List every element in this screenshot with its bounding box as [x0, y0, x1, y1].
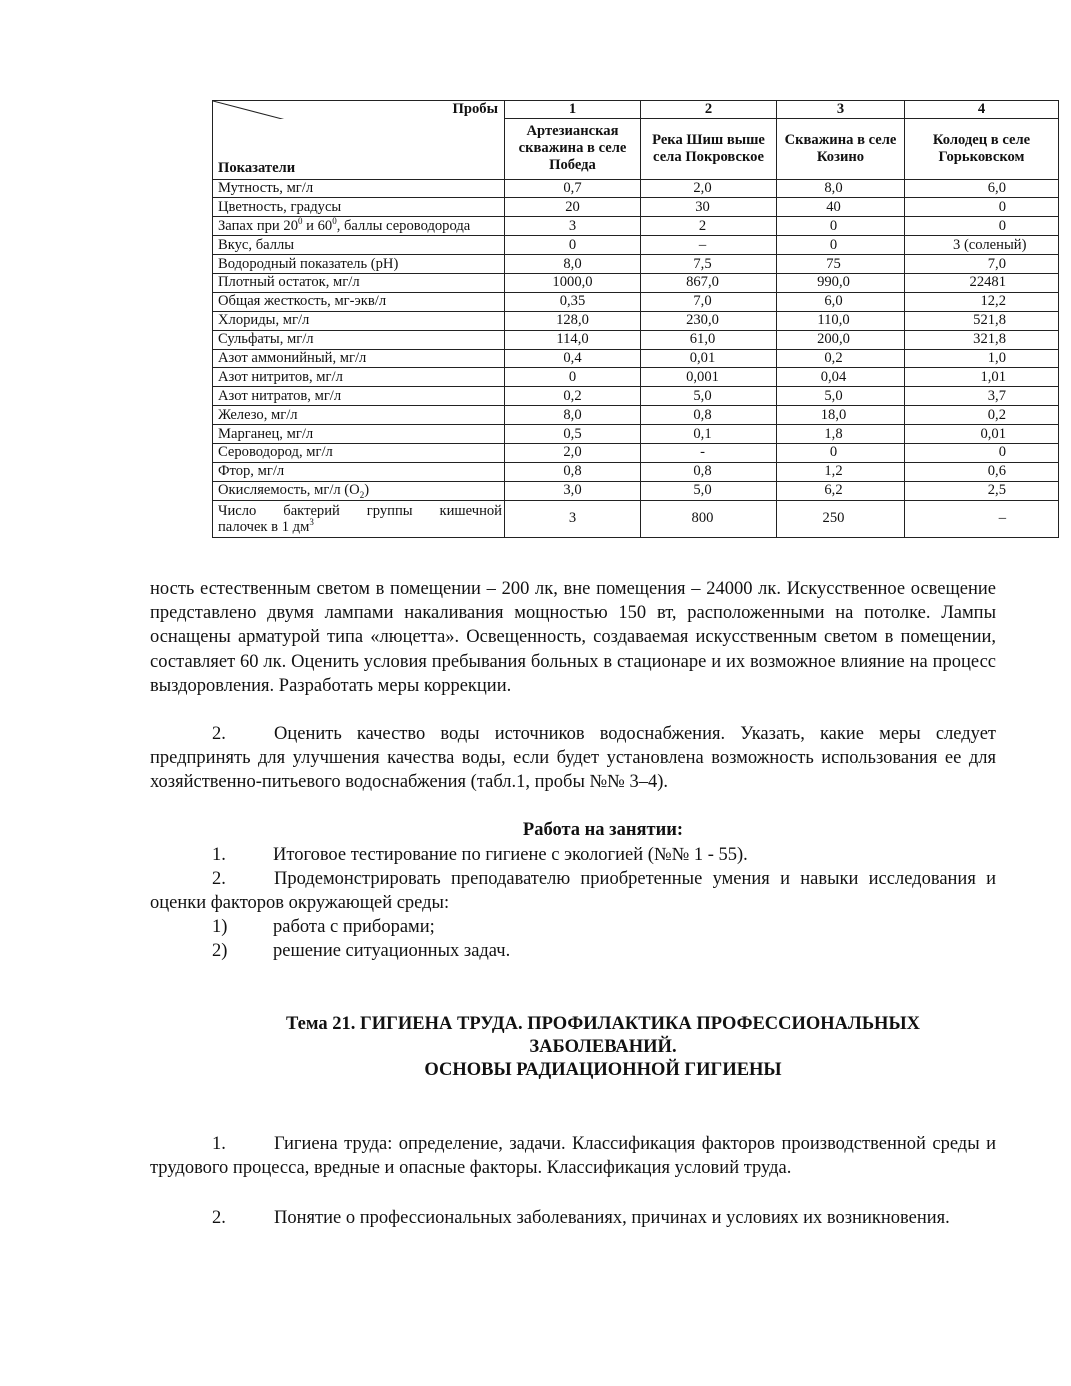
value-cell-probe-2: 5,0: [641, 481, 777, 500]
indicator-name-line-1: Число бактерий группы кишечной: [218, 502, 502, 519]
value-cell-probe-2: 0,001: [641, 368, 777, 387]
value-cell-probe-3: 110,0: [777, 311, 905, 330]
indicator-name: Плотный остаток, мг/л: [213, 273, 505, 292]
value-cell-probe-4: 0: [905, 217, 1059, 236]
value-cell-probe-2: –: [641, 236, 777, 255]
table-row: [213, 481, 1059, 500]
value-cell-probe-2: 0,1: [641, 425, 777, 444]
question-2: [150, 1206, 996, 1230]
work-subitem-2-text: решение ситуационных задач.: [273, 941, 511, 961]
value-cell-probe-4: –: [905, 500, 1059, 537]
task-2-number: 2.: [212, 724, 226, 744]
indicator-name: Фтор, мг/л: [213, 462, 505, 481]
indicator-name: [213, 481, 505, 500]
value-cell-probe-4: 521,8: [905, 311, 1059, 330]
table-row: [213, 273, 1059, 292]
value-cell-probe-1: 0,35: [505, 292, 641, 311]
table-row: [213, 330, 1059, 349]
indicator-name: Азот нитратов, мг/л: [213, 387, 505, 406]
table-row: [213, 179, 1059, 198]
subscript: 2: [359, 490, 365, 501]
question-1: [150, 1132, 996, 1180]
work-subitem-1-number: 1): [212, 917, 228, 937]
indicator-name: [213, 500, 505, 537]
probe-number-3: 3: [777, 101, 905, 119]
work-item-1-text: Итоговое тестирование по гигиене с экологией (№№ 1 - 55).: [273, 845, 748, 865]
paragraph-illumination: ность естественным светом в помещении – 200 лк, вне помещения – 24000 лк. Искусственное освещение представлено двумя лампами накаливания мощностью 150 вт, расположенными на потолке. Лампы оснащены арматурой типа «люцетта». Освещенность, создаваемая искусственным светом в помещении, составляет 60 лк. Оценить условия пребывания больных в стационаре и их возможное влияние на процесс выздоровления. Разработать меры коррекции.: [150, 579, 996, 696]
indicator-name: Железо, мг/л: [213, 406, 505, 425]
value-cell-probe-1: 0,8: [505, 462, 641, 481]
value-cell-probe-4: 0: [905, 443, 1059, 462]
work-item-1-number: 1.: [212, 845, 226, 865]
value-cell-probe-1: 0,5: [505, 425, 641, 444]
value-cell-probe-4: 3,7: [905, 387, 1059, 406]
value-cell-probe-2: 30: [641, 198, 777, 217]
value-cell-probe-3: 6,2: [777, 481, 905, 500]
indicator-name: Хлориды, мг/л: [213, 311, 505, 330]
value-cell-probe-3: 0: [777, 236, 905, 255]
value-cell-probe-1: 0,4: [505, 349, 641, 368]
table-row: [213, 425, 1059, 444]
indicator-name-part: и 60: [302, 217, 333, 234]
value-cell-probe-3: 990,0: [777, 273, 905, 292]
value-cell-probe-2: 7,0: [641, 292, 777, 311]
value-cell-probe-3: 40: [777, 198, 905, 217]
value-cell-probe-1: 0: [505, 236, 641, 255]
indicator-name-part: Окисляемость, мг/л (О: [218, 482, 360, 499]
value-cell-probe-3: 250: [777, 500, 905, 537]
value-cell-probe-2: 5,0: [641, 387, 777, 406]
degree-superscript: 0: [332, 216, 337, 226]
table-row: [213, 406, 1059, 425]
table-row: [213, 349, 1059, 368]
indicator-name: Азот нитритов, мг/л: [213, 368, 505, 387]
table-source-row: [213, 119, 1059, 180]
value-cell-probe-3: 5,0: [777, 387, 905, 406]
value-cell-probe-3: 200,0: [777, 330, 905, 349]
value-cell-probe-1: 2,0: [505, 443, 641, 462]
value-cell-probe-3: 1,8: [777, 425, 905, 444]
value-cell-probe-1: 0,7: [505, 179, 641, 198]
value-cell-probe-4: 321,8: [905, 330, 1059, 349]
work-subitem-2-number: 2): [212, 941, 228, 961]
indicator-name-part: ): [364, 482, 370, 499]
value-cell-probe-3: 8,0: [777, 179, 905, 198]
value-cell-probe-2: 2: [641, 217, 777, 236]
value-cell-probe-1: 0: [505, 368, 641, 387]
indicator-name: Водородный показатель (рН): [213, 255, 505, 274]
probes-label: Пробы: [452, 101, 498, 117]
value-cell-probe-3: 18,0: [777, 406, 905, 425]
value-cell-probe-4: 3 (соленый): [905, 236, 1059, 255]
value-cell-probe-2: 2,0: [641, 179, 777, 198]
topic-heading: [150, 1013, 1056, 1082]
question-2-text: Понятие о профессиональных заболеваниях, причинах и условиях их возникновения.: [274, 1208, 950, 1228]
indicator-name: [213, 217, 505, 236]
value-cell-probe-3: 6,0: [777, 292, 905, 311]
table-row: [213, 198, 1059, 217]
indicator-name: Азот аммонийный, мг/л: [213, 349, 505, 368]
value-cell-probe-2: 61,0: [641, 330, 777, 349]
table-corner-cell: [213, 101, 505, 119]
probe-number-1: 1: [505, 101, 641, 119]
value-cell-probe-3: 0: [777, 217, 905, 236]
question-1-number: 1.: [212, 1134, 226, 1154]
value-cell-probe-1: 114,0: [505, 330, 641, 349]
table-row: [213, 236, 1059, 255]
work-item-2-number: 2.: [212, 869, 226, 889]
value-cell-probe-2: 7,5: [641, 255, 777, 274]
task-2-paragraph: [150, 722, 996, 795]
table-row: [213, 443, 1059, 462]
value-cell-probe-2: -: [641, 443, 777, 462]
indicator-name-part: Запах при 20: [218, 217, 298, 234]
value-cell-probe-4: 6,0: [905, 179, 1059, 198]
value-cell-probe-4: 22481: [905, 273, 1059, 292]
value-cell-probe-4: 0,01: [905, 425, 1059, 444]
value-cell-probe-3: 75: [777, 255, 905, 274]
indicator-name-line-2: [218, 516, 502, 535]
source-header-2: Река Шиш выше села Покровское: [641, 119, 777, 180]
table-row: [213, 292, 1059, 311]
indicator-name: Сульфаты, мг/л: [213, 330, 505, 349]
indicator-name-part: , баллы сероводорода: [336, 217, 471, 234]
value-cell-probe-1: 20: [505, 198, 641, 217]
unit-superscript: 3: [309, 516, 314, 527]
value-cell-probe-4: 0,6: [905, 462, 1059, 481]
table-number-row: [213, 101, 1059, 119]
indicator-name: Общая жесткость, мг-экв/л: [213, 292, 505, 311]
indicator-name: Мутность, мг/л: [213, 179, 505, 198]
work-item-2: [150, 867, 996, 915]
table-row: [213, 387, 1059, 406]
value-cell-probe-1: 8,0: [505, 255, 641, 274]
value-cell-probe-4: 0: [905, 198, 1059, 217]
value-cell-probe-2: 230,0: [641, 311, 777, 330]
topic-line-3: ОСНОВЫ РАДИАЦИОННОЙ ГИГИЕНЫ: [424, 1060, 782, 1080]
question-2-number: 2.: [212, 1208, 226, 1228]
value-cell-probe-4: 1,01: [905, 368, 1059, 387]
value-cell-probe-4: 12,2: [905, 292, 1059, 311]
value-cell-probe-2: 800: [641, 500, 777, 537]
degree-superscript: 0: [298, 216, 303, 226]
table-row: [213, 217, 1059, 236]
value-cell-probe-4: 7,0: [905, 255, 1059, 274]
table-row: [213, 500, 1059, 537]
probe-number-2: 2: [641, 101, 777, 119]
value-cell-probe-3: 0,04: [777, 368, 905, 387]
topic-line-2: ЗАБОЛЕВАНИЙ.: [529, 1037, 677, 1057]
source-header-3: Скважина в селе Козино: [777, 119, 905, 180]
indicator-name: Сероводород, мг/л: [213, 443, 505, 462]
value-cell-probe-1: 3: [505, 500, 641, 537]
value-cell-probe-3: 0: [777, 443, 905, 462]
work-subitem-2: [212, 939, 510, 963]
source-header-4: Колодец в селе Горьковском: [905, 119, 1059, 180]
value-cell-probe-1: 1000,0: [505, 273, 641, 292]
probe-number-4: 4: [905, 101, 1059, 119]
value-cell-probe-3: 0,2: [777, 349, 905, 368]
value-cell-probe-1: 8,0: [505, 406, 641, 425]
value-cell-probe-4: 2,5: [905, 481, 1059, 500]
indicator-name: Марганец, мг/л: [213, 425, 505, 444]
value-cell-probe-2: 0,8: [641, 462, 777, 481]
value-cell-probe-1: 0,2: [505, 387, 641, 406]
work-subitem-1-text: работа с приборами;: [273, 917, 435, 937]
water-quality-table: [212, 100, 1059, 538]
task-2-text: Оценить качество воды источников водоснабжения. Указать, какие меры следует предпринять для улучшения качества воды, если будет установлена возможность использования ее для хозяйственно-питьевого водоснабжения (табл.1, пробы №№ 3–4).: [150, 724, 996, 793]
value-cell-probe-1: 3: [505, 217, 641, 236]
topic-line-1: Тема 21. ГИГИЕНА ТРУДА. ПРОФИЛАКТИКА ПРОФЕССИОНАЛЬНЫХ: [286, 1014, 920, 1034]
indicator-name: Цветность, градусы: [213, 198, 505, 217]
value-cell-probe-3: 1,2: [777, 462, 905, 481]
source-header-1: Артезианская скважина в селе Победа: [505, 119, 641, 180]
value-cell-probe-1: 128,0: [505, 311, 641, 330]
table-row: [213, 368, 1059, 387]
value-cell-probe-4: 1,0: [905, 349, 1059, 368]
work-subitem-1: [212, 915, 435, 939]
value-cell-probe-1: 3,0: [505, 481, 641, 500]
value-cell-probe-2: 0,01: [641, 349, 777, 368]
table-row: [213, 311, 1059, 330]
value-cell-probe-2: 0,8: [641, 406, 777, 425]
table-row: [213, 255, 1059, 274]
work-item-2-text: Продемонстрировать преподавателю приобретенные умения и навыки исследования и оценки факторов окружающей среды:: [150, 869, 996, 914]
value-cell-probe-2: 867,0: [641, 273, 777, 292]
question-1-text: Гигиена труда: определение, задачи. Классификация факторов производственной среды и трудового процесса, вредные и опасные факторы. Классификация условий труда.: [150, 1134, 996, 1179]
value-cell-probe-4: 0,2: [905, 406, 1059, 425]
work-item-1: [212, 843, 748, 867]
work-title: Работа на занятии:: [522, 820, 684, 840]
indicator-name: Вкус, баллы: [213, 236, 505, 255]
table-body: [213, 179, 1059, 537]
table-row: [213, 462, 1059, 481]
indicator-name-line-2-text: палочек в 1 дм: [218, 518, 310, 535]
indicators-label: Показатели: [213, 119, 505, 180]
